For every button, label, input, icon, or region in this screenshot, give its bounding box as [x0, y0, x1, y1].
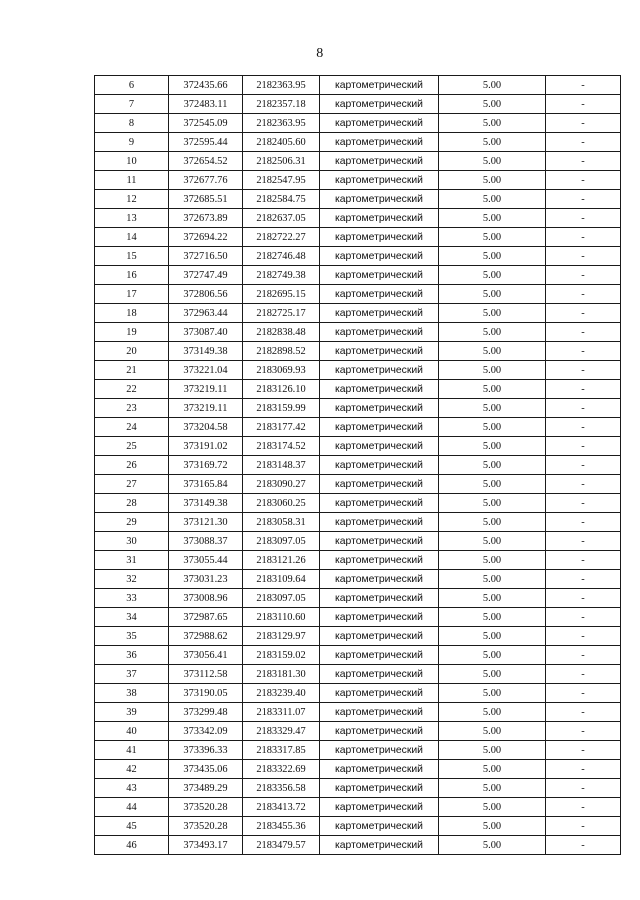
method-cell: картометрический: [320, 627, 439, 646]
method-cell: картометрический: [320, 171, 439, 190]
point-number-cell: 25: [95, 437, 169, 456]
x-coordinate-cell: 372545.09: [169, 114, 243, 133]
note-cell: -: [546, 228, 621, 247]
method-cell: картометрический: [320, 247, 439, 266]
table-row: [95, 114, 621, 133]
y-coordinate-cell: 2182547.95: [243, 171, 320, 190]
x-coordinate-cell: 373299.48: [169, 703, 243, 722]
accuracy-cell: 5.00: [439, 266, 546, 285]
x-coordinate-cell: 372694.22: [169, 228, 243, 247]
x-coordinate-cell: 373008.96: [169, 589, 243, 608]
point-number-cell: 36: [95, 646, 169, 665]
x-coordinate-cell: 372747.49: [169, 266, 243, 285]
accuracy-cell: 5.00: [439, 722, 546, 741]
table-row: [95, 133, 621, 152]
y-coordinate-cell: 2183329.47: [243, 722, 320, 741]
note-cell: -: [546, 513, 621, 532]
note-cell: -: [546, 722, 621, 741]
table-row: [95, 247, 621, 266]
accuracy-cell: 5.00: [439, 399, 546, 418]
point-number-cell: 19: [95, 323, 169, 342]
point-number-cell: 32: [95, 570, 169, 589]
accuracy-cell: 5.00: [439, 247, 546, 266]
y-coordinate-cell: 2183159.99: [243, 399, 320, 418]
note-cell: -: [546, 247, 621, 266]
x-coordinate-cell: 372716.50: [169, 247, 243, 266]
note-cell: -: [546, 798, 621, 817]
table-row: [95, 380, 621, 399]
point-number-cell: 44: [95, 798, 169, 817]
point-number-cell: 13: [95, 209, 169, 228]
y-coordinate-cell: 2183148.37: [243, 456, 320, 475]
note-cell: -: [546, 817, 621, 836]
accuracy-cell: 5.00: [439, 741, 546, 760]
method-cell: картометрический: [320, 475, 439, 494]
point-number-cell: 46: [95, 836, 169, 855]
x-coordinate-cell: 372987.65: [169, 608, 243, 627]
table-row: [95, 494, 621, 513]
accuracy-cell: 5.00: [439, 456, 546, 475]
accuracy-cell: 5.00: [439, 570, 546, 589]
note-cell: -: [546, 589, 621, 608]
note-cell: -: [546, 760, 621, 779]
table-row: [95, 266, 621, 285]
y-coordinate-cell: 2183129.97: [243, 627, 320, 646]
y-coordinate-cell: 2182584.75: [243, 190, 320, 209]
accuracy-cell: 5.00: [439, 760, 546, 779]
point-number-cell: 40: [95, 722, 169, 741]
accuracy-cell: 5.00: [439, 171, 546, 190]
point-number-cell: 18: [95, 304, 169, 323]
table-row: [95, 437, 621, 456]
method-cell: картометрический: [320, 266, 439, 285]
y-coordinate-cell: 2182363.95: [243, 76, 320, 95]
method-cell: картометрический: [320, 437, 439, 456]
note-cell: -: [546, 323, 621, 342]
y-coordinate-cell: 2183174.52: [243, 437, 320, 456]
note-cell: -: [546, 741, 621, 760]
y-coordinate-cell: 2182637.05: [243, 209, 320, 228]
method-cell: картометрический: [320, 589, 439, 608]
y-coordinate-cell: 2183239.40: [243, 684, 320, 703]
note-cell: -: [546, 380, 621, 399]
method-cell: картометрический: [320, 817, 439, 836]
method-cell: картометрический: [320, 418, 439, 437]
note-cell: -: [546, 361, 621, 380]
accuracy-cell: 5.00: [439, 532, 546, 551]
point-number-cell: 28: [95, 494, 169, 513]
x-coordinate-cell: 373342.09: [169, 722, 243, 741]
method-cell: картометрический: [320, 399, 439, 418]
y-coordinate-cell: 2182506.31: [243, 152, 320, 171]
x-coordinate-cell: 373121.30: [169, 513, 243, 532]
point-number-cell: 10: [95, 152, 169, 171]
point-number-cell: 33: [95, 589, 169, 608]
x-coordinate-cell: 373031.23: [169, 570, 243, 589]
x-coordinate-cell: 373219.11: [169, 399, 243, 418]
y-coordinate-cell: 2183455.36: [243, 817, 320, 836]
method-cell: картометрический: [320, 342, 439, 361]
table-row: [95, 703, 621, 722]
accuracy-cell: 5.00: [439, 133, 546, 152]
x-coordinate-cell: 373520.28: [169, 817, 243, 836]
point-number-cell: 38: [95, 684, 169, 703]
point-number-cell: 20: [95, 342, 169, 361]
accuracy-cell: 5.00: [439, 608, 546, 627]
method-cell: картометрический: [320, 304, 439, 323]
accuracy-cell: 5.00: [439, 836, 546, 855]
method-cell: картометрический: [320, 798, 439, 817]
table-row: [95, 456, 621, 475]
point-number-cell: 7: [95, 95, 169, 114]
method-cell: картометрический: [320, 190, 439, 209]
accuracy-cell: 5.00: [439, 437, 546, 456]
note-cell: -: [546, 646, 621, 665]
y-coordinate-cell: 2183181.30: [243, 665, 320, 684]
table-row: [95, 475, 621, 494]
table-row: [95, 361, 621, 380]
x-coordinate-cell: 373435.06: [169, 760, 243, 779]
accuracy-cell: 5.00: [439, 190, 546, 209]
x-coordinate-cell: 373204.58: [169, 418, 243, 437]
table-row: [95, 589, 621, 608]
y-coordinate-cell: 2183413.72: [243, 798, 320, 817]
note-cell: -: [546, 532, 621, 551]
y-coordinate-cell: 2183090.27: [243, 475, 320, 494]
point-number-cell: 8: [95, 114, 169, 133]
x-coordinate-cell: 373520.28: [169, 798, 243, 817]
method-cell: картометрический: [320, 665, 439, 684]
note-cell: -: [546, 684, 621, 703]
method-cell: картометрический: [320, 76, 439, 95]
method-cell: картометрический: [320, 95, 439, 114]
method-cell: картометрический: [320, 228, 439, 247]
y-coordinate-cell: 2182749.38: [243, 266, 320, 285]
y-coordinate-cell: 2183126.10: [243, 380, 320, 399]
point-number-cell: 30: [95, 532, 169, 551]
table-row: [95, 760, 621, 779]
table-row: [95, 95, 621, 114]
note-cell: -: [546, 437, 621, 456]
x-coordinate-cell: 373149.38: [169, 494, 243, 513]
method-cell: картометрический: [320, 494, 439, 513]
method-cell: картометрический: [320, 741, 439, 760]
y-coordinate-cell: 2183097.05: [243, 532, 320, 551]
x-coordinate-cell: 372685.51: [169, 190, 243, 209]
point-number-cell: 24: [95, 418, 169, 437]
x-coordinate-cell: 373493.17: [169, 836, 243, 855]
table-row: [95, 171, 621, 190]
method-cell: картометрический: [320, 361, 439, 380]
accuracy-cell: 5.00: [439, 380, 546, 399]
note-cell: -: [546, 456, 621, 475]
accuracy-cell: 5.00: [439, 665, 546, 684]
accuracy-cell: 5.00: [439, 475, 546, 494]
x-coordinate-cell: 373149.38: [169, 342, 243, 361]
accuracy-cell: 5.00: [439, 228, 546, 247]
x-coordinate-cell: 373056.41: [169, 646, 243, 665]
coordinates-table-container: [94, 75, 621, 855]
x-coordinate-cell: 373112.58: [169, 665, 243, 684]
table-row: [95, 551, 621, 570]
note-cell: -: [546, 304, 621, 323]
point-number-cell: 6: [95, 76, 169, 95]
method-cell: картометрический: [320, 513, 439, 532]
table-row: [95, 684, 621, 703]
point-number-cell: 37: [95, 665, 169, 684]
table-row: [95, 779, 621, 798]
x-coordinate-cell: 373165.84: [169, 475, 243, 494]
note-cell: -: [546, 342, 621, 361]
y-coordinate-cell: 2183058.31: [243, 513, 320, 532]
point-number-cell: 14: [95, 228, 169, 247]
note-cell: -: [546, 209, 621, 228]
method-cell: картометрический: [320, 285, 439, 304]
y-coordinate-cell: 2182357.18: [243, 95, 320, 114]
y-coordinate-cell: 2183177.42: [243, 418, 320, 437]
x-coordinate-cell: 372988.62: [169, 627, 243, 646]
x-coordinate-cell: 373489.29: [169, 779, 243, 798]
method-cell: картометрический: [320, 456, 439, 475]
accuracy-cell: 5.00: [439, 152, 546, 171]
table-row: [95, 76, 621, 95]
note-cell: -: [546, 551, 621, 570]
y-coordinate-cell: 2183097.05: [243, 589, 320, 608]
note-cell: -: [546, 399, 621, 418]
accuracy-cell: 5.00: [439, 703, 546, 722]
method-cell: картометрический: [320, 133, 439, 152]
y-coordinate-cell: 2182363.95: [243, 114, 320, 133]
table-row: [95, 646, 621, 665]
x-coordinate-cell: 372435.66: [169, 76, 243, 95]
x-coordinate-cell: 373088.37: [169, 532, 243, 551]
note-cell: -: [546, 627, 621, 646]
point-number-cell: 34: [95, 608, 169, 627]
accuracy-cell: 5.00: [439, 323, 546, 342]
method-cell: картометрический: [320, 760, 439, 779]
method-cell: картометрический: [320, 703, 439, 722]
coordinates-table-body: [95, 76, 621, 855]
note-cell: -: [546, 608, 621, 627]
accuracy-cell: 5.00: [439, 304, 546, 323]
accuracy-cell: 5.00: [439, 817, 546, 836]
point-number-cell: 17: [95, 285, 169, 304]
table-row: [95, 665, 621, 684]
point-number-cell: 23: [95, 399, 169, 418]
method-cell: картометрический: [320, 380, 439, 399]
point-number-cell: 45: [95, 817, 169, 836]
point-number-cell: 11: [95, 171, 169, 190]
x-coordinate-cell: 373191.02: [169, 437, 243, 456]
note-cell: -: [546, 285, 621, 304]
table-row: [95, 285, 621, 304]
table-row: [95, 817, 621, 836]
y-coordinate-cell: 2183311.07: [243, 703, 320, 722]
y-coordinate-cell: 2182695.15: [243, 285, 320, 304]
note-cell: -: [546, 95, 621, 114]
method-cell: картометрический: [320, 608, 439, 627]
table-row: [95, 228, 621, 247]
y-coordinate-cell: 2183356.58: [243, 779, 320, 798]
table-row: [95, 342, 621, 361]
accuracy-cell: 5.00: [439, 209, 546, 228]
method-cell: картометрический: [320, 152, 439, 171]
point-number-cell: 27: [95, 475, 169, 494]
accuracy-cell: 5.00: [439, 114, 546, 133]
accuracy-cell: 5.00: [439, 627, 546, 646]
accuracy-cell: 5.00: [439, 589, 546, 608]
method-cell: картометрический: [320, 684, 439, 703]
x-coordinate-cell: 372654.52: [169, 152, 243, 171]
y-coordinate-cell: 2182725.17: [243, 304, 320, 323]
point-number-cell: 16: [95, 266, 169, 285]
note-cell: -: [546, 152, 621, 171]
accuracy-cell: 5.00: [439, 684, 546, 703]
x-coordinate-cell: 373190.05: [169, 684, 243, 703]
table-row: [95, 209, 621, 228]
x-coordinate-cell: 373169.72: [169, 456, 243, 475]
accuracy-cell: 5.00: [439, 646, 546, 665]
table-row: [95, 741, 621, 760]
accuracy-cell: 5.00: [439, 513, 546, 532]
table-row: [95, 323, 621, 342]
table-row: [95, 152, 621, 171]
x-coordinate-cell: 373221.04: [169, 361, 243, 380]
method-cell: картометрический: [320, 114, 439, 133]
y-coordinate-cell: 2183110.60: [243, 608, 320, 627]
x-coordinate-cell: 372595.44: [169, 133, 243, 152]
method-cell: картометрический: [320, 323, 439, 342]
point-number-cell: 15: [95, 247, 169, 266]
point-number-cell: 39: [95, 703, 169, 722]
point-number-cell: 21: [95, 361, 169, 380]
note-cell: -: [546, 171, 621, 190]
note-cell: -: [546, 190, 621, 209]
point-number-cell: 12: [95, 190, 169, 209]
point-number-cell: 35: [95, 627, 169, 646]
point-number-cell: 43: [95, 779, 169, 798]
accuracy-cell: 5.00: [439, 285, 546, 304]
accuracy-cell: 5.00: [439, 779, 546, 798]
y-coordinate-cell: 2183317.85: [243, 741, 320, 760]
y-coordinate-cell: 2182722.27: [243, 228, 320, 247]
point-number-cell: 31: [95, 551, 169, 570]
note-cell: -: [546, 266, 621, 285]
method-cell: картометрический: [320, 209, 439, 228]
table-row: [95, 570, 621, 589]
page-number: 8: [316, 46, 324, 61]
note-cell: -: [546, 570, 621, 589]
method-cell: картометрический: [320, 779, 439, 798]
y-coordinate-cell: 2183479.57: [243, 836, 320, 855]
x-coordinate-cell: 372806.56: [169, 285, 243, 304]
y-coordinate-cell: 2182838.48: [243, 323, 320, 342]
y-coordinate-cell: 2183109.64: [243, 570, 320, 589]
accuracy-cell: 5.00: [439, 494, 546, 513]
note-cell: -: [546, 418, 621, 437]
table-row: [95, 627, 621, 646]
method-cell: картометрический: [320, 532, 439, 551]
table-row: [95, 513, 621, 532]
y-coordinate-cell: 2182405.60: [243, 133, 320, 152]
x-coordinate-cell: 373087.40: [169, 323, 243, 342]
point-number-cell: 41: [95, 741, 169, 760]
y-coordinate-cell: 2182898.52: [243, 342, 320, 361]
note-cell: -: [546, 133, 621, 152]
accuracy-cell: 5.00: [439, 361, 546, 380]
note-cell: -: [546, 779, 621, 798]
note-cell: -: [546, 836, 621, 855]
y-coordinate-cell: 2183121.26: [243, 551, 320, 570]
y-coordinate-cell: 2183069.93: [243, 361, 320, 380]
table-row: [95, 532, 621, 551]
table-row: [95, 836, 621, 855]
accuracy-cell: 5.00: [439, 551, 546, 570]
table-row: [95, 190, 621, 209]
method-cell: картометрический: [320, 551, 439, 570]
x-coordinate-cell: 373055.44: [169, 551, 243, 570]
point-number-cell: 42: [95, 760, 169, 779]
accuracy-cell: 5.00: [439, 798, 546, 817]
x-coordinate-cell: 373219.11: [169, 380, 243, 399]
method-cell: картометрический: [320, 646, 439, 665]
x-coordinate-cell: 373396.33: [169, 741, 243, 760]
table-row: [95, 608, 621, 627]
method-cell: картометрический: [320, 722, 439, 741]
table-row: [95, 304, 621, 323]
note-cell: -: [546, 665, 621, 684]
x-coordinate-cell: 372483.11: [169, 95, 243, 114]
x-coordinate-cell: 372673.89: [169, 209, 243, 228]
accuracy-cell: 5.00: [439, 418, 546, 437]
x-coordinate-cell: 372963.44: [169, 304, 243, 323]
x-coordinate-cell: 372677.76: [169, 171, 243, 190]
method-cell: картометрический: [320, 570, 439, 589]
method-cell: картометрический: [320, 836, 439, 855]
note-cell: -: [546, 703, 621, 722]
y-coordinate-cell: 2183159.02: [243, 646, 320, 665]
table-row: [95, 798, 621, 817]
note-cell: -: [546, 475, 621, 494]
point-number-cell: 29: [95, 513, 169, 532]
point-number-cell: 26: [95, 456, 169, 475]
note-cell: -: [546, 114, 621, 133]
accuracy-cell: 5.00: [439, 95, 546, 114]
table-row: [95, 399, 621, 418]
accuracy-cell: 5.00: [439, 76, 546, 95]
note-cell: -: [546, 494, 621, 513]
point-number-cell: 9: [95, 133, 169, 152]
accuracy-cell: 5.00: [439, 342, 546, 361]
note-cell: -: [546, 76, 621, 95]
y-coordinate-cell: 2183060.25: [243, 494, 320, 513]
table-row: [95, 722, 621, 741]
point-number-cell: 22: [95, 380, 169, 399]
coordinates-table: [94, 75, 621, 855]
y-coordinate-cell: 2182746.48: [243, 247, 320, 266]
table-row: [95, 418, 621, 437]
y-coordinate-cell: 2183322.69: [243, 760, 320, 779]
